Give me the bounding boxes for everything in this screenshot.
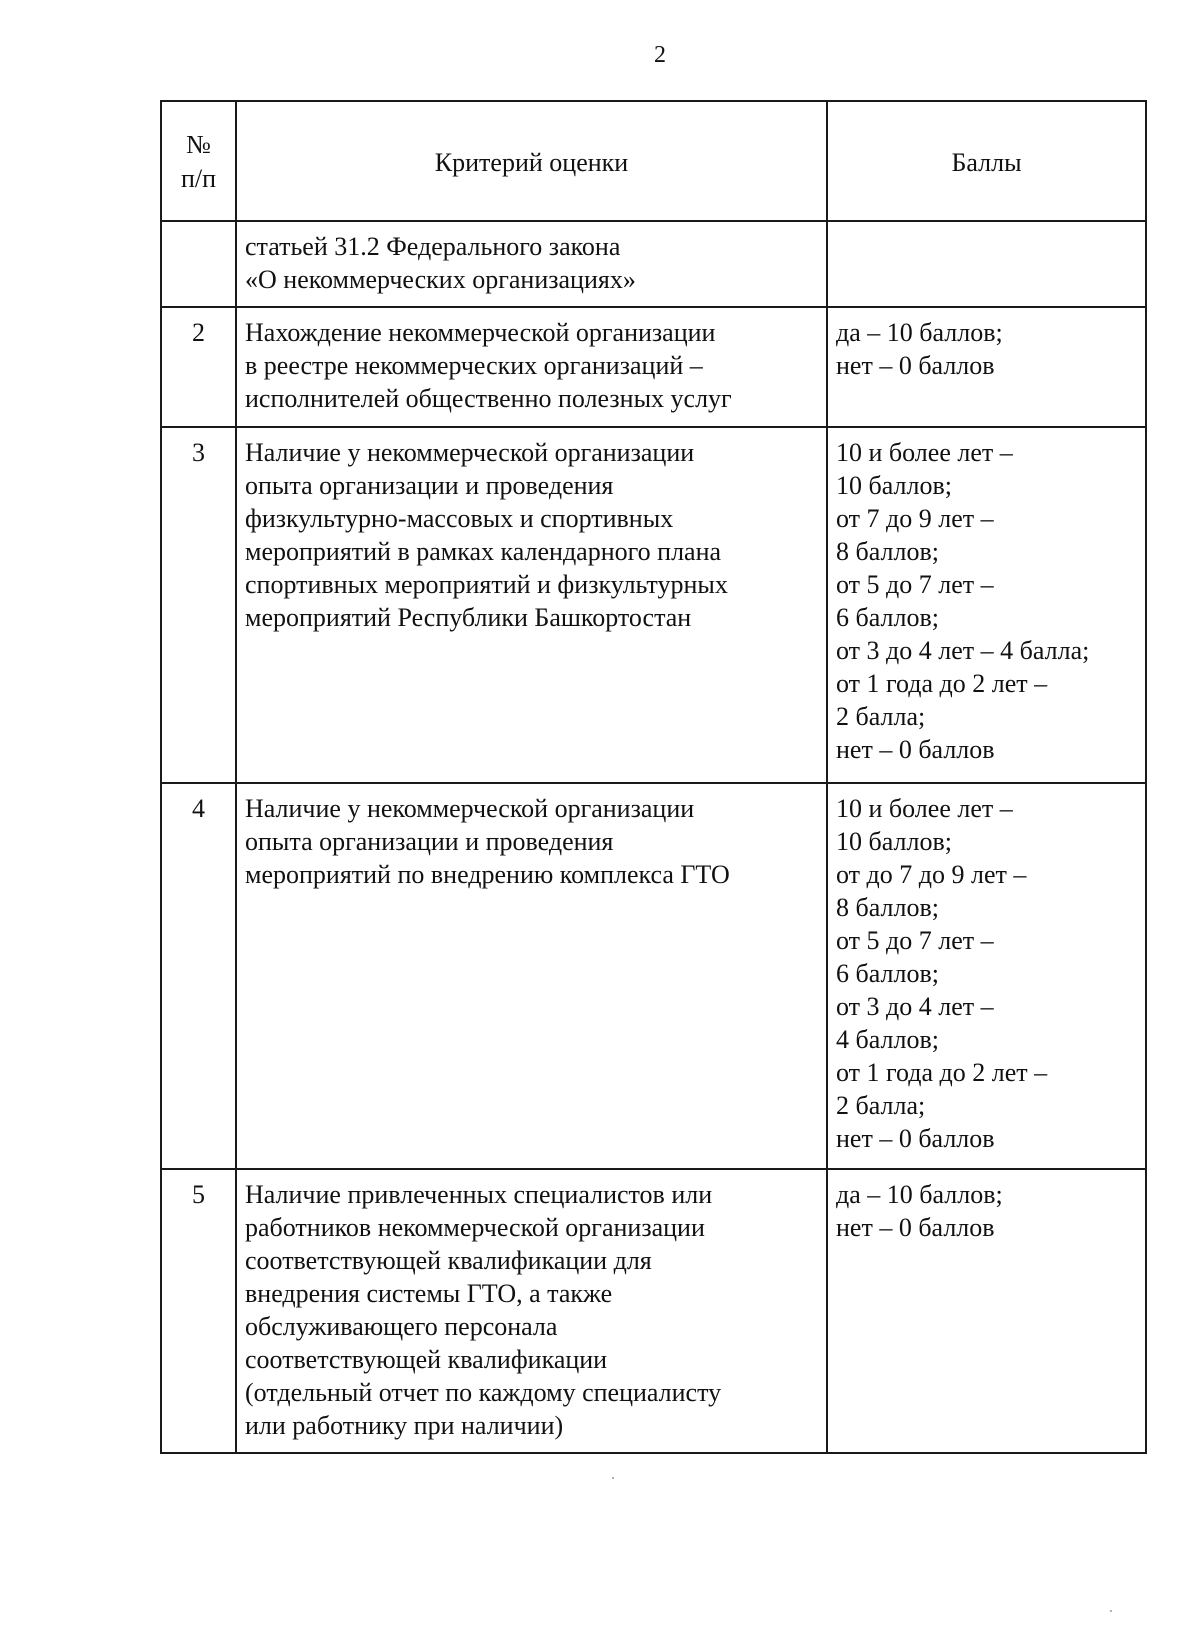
page-number: 2 bbox=[654, 42, 666, 68]
row-criterion: Наличие у некоммерческой организации опыта организации и проведения физкультурно-массовых и спортивных мероприятий в рамках календарного плана спортивных мероприятий и физкультурных мероприятий Республики Башкортостан bbox=[236, 427, 827, 783]
table-row bbox=[161, 783, 1146, 1169]
row-score: 10 и более лет – 10 баллов; от 7 до 9 лет – 8 баллов; от 5 до 7 лет – 6 баллов; от 3 до 4 лет – 4 балла; от 1 года до 2 лет – 2 балла; нет – 0 баллов bbox=[827, 427, 1146, 783]
row-number: 2 bbox=[161, 307, 236, 427]
table-header-row bbox=[161, 101, 1146, 221]
header-number bbox=[161, 101, 236, 221]
row-score bbox=[827, 221, 1146, 307]
header-criterion bbox=[236, 101, 827, 221]
table-row bbox=[161, 221, 1146, 307]
table-row bbox=[161, 1169, 1146, 1453]
row-score: да – 10 баллов; нет – 0 баллов bbox=[827, 1169, 1146, 1453]
row-criterion: Наличие у некоммерческой организации опыта организации и проведения мероприятий по внедрению комплекса ГТО bbox=[236, 783, 827, 1169]
table-row bbox=[161, 307, 1146, 427]
row-number: 3 bbox=[161, 427, 236, 783]
header-score-label: Баллы bbox=[951, 147, 1022, 177]
row-score: да – 10 баллов; нет – 0 баллов bbox=[827, 307, 1146, 427]
header-criterion-label: Критерий оценки bbox=[434, 147, 629, 177]
row-number: 5 bbox=[161, 1169, 236, 1453]
header-number-label: № п/п bbox=[180, 130, 217, 193]
row-criterion: Наличие привлеченных специалистов или работников некоммерческой организации соответствующей квалификации для внедрения системы ГТО, а также обслуживающего персонала соответствующей квалификации (отдельный отчет по каждому специалисту или работнику при наличии) bbox=[236, 1169, 827, 1453]
table-row bbox=[161, 427, 1146, 783]
scan-speck bbox=[612, 1477, 614, 1479]
row-score: 10 и более лет – 10 баллов; от до 7 до 9 лет – 8 баллов; от 5 до 7 лет – 6 баллов; от 3 до 4 лет – 4 баллов; от 1 года до 2 лет – 2 балла; нет – 0 баллов bbox=[827, 783, 1146, 1169]
scan-speck bbox=[1110, 1610, 1112, 1612]
row-criterion: статьей 31.2 Федерального закона «О некоммерческих организациях» bbox=[236, 221, 827, 307]
row-criterion: Нахождение некоммерческой организации в реестре некоммерческих организаций – исполнителей общественно полезных услуг bbox=[236, 307, 827, 427]
row-number: 4 bbox=[161, 783, 236, 1169]
row-number bbox=[161, 221, 236, 307]
evaluation-criteria-table bbox=[160, 100, 1147, 1454]
header-score bbox=[827, 101, 1146, 221]
